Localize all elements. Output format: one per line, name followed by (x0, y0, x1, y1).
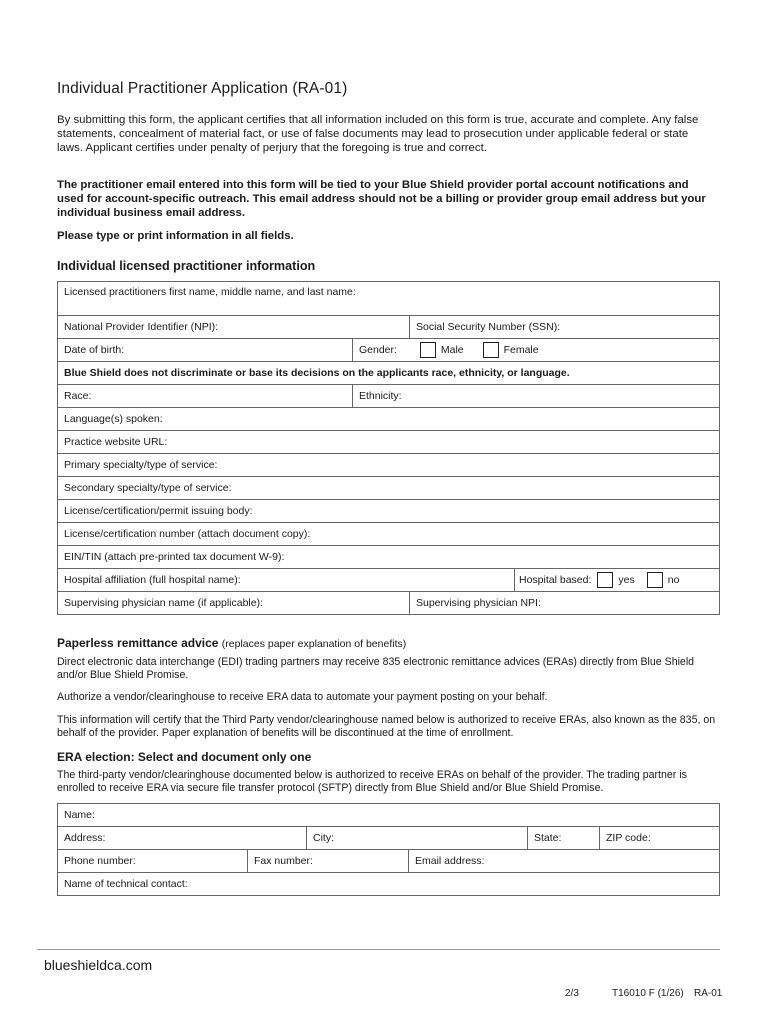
website-label: Practice website URL: (64, 436, 168, 448)
secondary-specialty-label: Secondary specialty/type of service: (64, 482, 232, 494)
certification-paragraph: By submitting this form, the applicant certifies that all information included on this form is true, accurate and complete. Any false statements, concealment of material fact, or use of false documents may lead to prosecution under applicable federal or state laws. Applicant certifies under penalty of perjury that the foregoing is true and correct. (57, 114, 699, 154)
vendor-address-field[interactable] (58, 827, 307, 850)
remittance-heading (57, 636, 406, 650)
vendor-fax-label: Fax number: (254, 855, 313, 867)
ethnicity-field[interactable] (353, 385, 720, 408)
page-title: Individual Practitioner Application (RA-01) (57, 80, 348, 97)
ssn-field[interactable] (410, 316, 720, 339)
footer-url: blueshieldca.com (44, 957, 153, 973)
languages-label: Language(s) spoken: (64, 413, 163, 425)
authorize-paragraph: Authorize a vendor/clearinghouse to receive ERA data to automate your payment posting on your behalf. (57, 691, 548, 703)
license-body-field[interactable] (58, 500, 720, 523)
supervising-npi-field[interactable] (410, 592, 720, 615)
vendor-address-label: Address: (64, 832, 106, 844)
vendor-phone-label: Phone number: (64, 855, 136, 867)
male-label: Male (440, 343, 464, 356)
vendor-name-label: Name: (64, 809, 95, 821)
vendor-name-field[interactable] (58, 804, 720, 827)
vendor-email-field[interactable] (409, 850, 720, 873)
dob-field[interactable] (58, 339, 353, 362)
license-number-label: License/certification number (attach document copy): (64, 528, 311, 540)
primary-specialty-field[interactable] (58, 454, 720, 477)
supervising-name-field[interactable] (58, 592, 410, 615)
vendor-city-label: City: (313, 832, 334, 844)
hospital-affiliation-field[interactable] (58, 569, 515, 592)
vendor-zip-label: ZIP code: (606, 832, 651, 844)
technical-contact-label: Name of technical contact: (64, 878, 188, 890)
practitioner-section-heading: Individual licensed practitioner information (57, 259, 316, 273)
form-id: RA-01 (694, 988, 723, 999)
email-notice-paragraph: The practitioner email entered into this form will be tied to your Blue Shield provider portal account notifications and used for account-specific outreach. This email address should not be a billing or provider group email address but your individual business email address. (57, 179, 706, 219)
hospital-yes-checkbox[interactable] (597, 572, 613, 588)
vendor-state-label: State: (534, 832, 562, 844)
license-body-label: License/certification/permit issuing body: (64, 505, 253, 517)
ein-label: EIN/TIN (attach pre-printed tax document W-9): (64, 551, 285, 563)
practitioner-name-field[interactable] (58, 282, 720, 316)
npi-label: National Provider Identifier (NPI): (64, 321, 219, 333)
vendor-info-table (57, 803, 720, 896)
race-field[interactable] (58, 385, 353, 408)
vendor-email-label: Email address: (415, 855, 485, 867)
female-label: Female (503, 343, 539, 356)
remittance-heading-note: (replaces paper explanation of benefits) (221, 638, 407, 650)
form-code: T16010 F (1/26) (612, 988, 684, 999)
practitioner-info-table (57, 281, 720, 615)
license-number-field[interactable] (58, 523, 720, 546)
secondary-specialty-field[interactable] (58, 477, 720, 500)
gender-label: Gender: (359, 343, 397, 356)
hospital-affiliation-label: Hospital affiliation (full hospital name): (64, 574, 241, 586)
supervising-name-label: Supervising physician name (if applicable): (64, 597, 264, 609)
dob-label: Date of birth: (64, 344, 125, 356)
type-print-instruction: Please type or print information in all fields. (57, 230, 294, 242)
hospital-based-label: Hospital based: (519, 573, 592, 586)
website-field[interactable] (58, 431, 720, 454)
hospital-yes-label: yes (618, 573, 635, 586)
era-election-paragraph: The third-party vendor/clearinghouse documented below is authorized to receive ERAs on behalf of the provider. The trading partner is enrolled to receive ERA via secure file transfer protocol (SFTP) directly from Blue Shield and/or Blue Shield Promise. (57, 769, 687, 794)
hospital-no-label: no (667, 573, 680, 586)
page-number: 2/3 (565, 988, 579, 999)
gender-field (353, 339, 720, 362)
supervising-npi-label: Supervising physician NPI: (416, 597, 541, 609)
vendor-state-field[interactable] (528, 827, 600, 850)
technical-contact-field[interactable] (58, 873, 720, 896)
footer-divider (37, 949, 720, 950)
vendor-phone-field[interactable] (58, 850, 248, 873)
race-label: Race: (64, 390, 92, 402)
edi-paragraph: Direct electronic data interchange (EDI) trading partners may receive 835 electronic remittance advices (ERAs) directly from Blue Shield and/or Blue Shield Promise. (57, 656, 695, 681)
certify-vendor-paragraph: This information will certify that the Third Party vendor/clearinghouse named below is authorized to receive ERAs, also known as the 835, on behalf of the provider. Paper explanation of benefits will be discontinued at the time of enrollment. (57, 714, 716, 739)
era-election-heading: ERA election: Select and document only one (57, 750, 312, 764)
ethnicity-label: Ethnicity: (359, 390, 402, 402)
npi-field[interactable] (58, 316, 410, 339)
remittance-heading-text: Paperless remittance advice (57, 636, 219, 650)
vendor-zip-field[interactable] (600, 827, 720, 850)
practitioner-name-label: Licensed practitioners first name, middle name, and last name: (64, 286, 356, 298)
male-checkbox[interactable] (420, 342, 436, 358)
hospital-no-checkbox[interactable] (647, 572, 663, 588)
languages-field[interactable] (58, 408, 720, 431)
vendor-city-field[interactable] (307, 827, 528, 850)
nondiscrimination-notice: Blue Shield does not discriminate or base its decisions on the applicants race, ethnicity, or language. (58, 362, 720, 385)
ssn-label: Social Security Number (SSN): (416, 321, 561, 333)
primary-specialty-label: Primary specialty/type of service: (64, 459, 218, 471)
ein-field[interactable] (58, 546, 720, 569)
hospital-based-field (515, 569, 720, 592)
vendor-fax-field[interactable] (248, 850, 409, 873)
female-checkbox[interactable] (483, 342, 499, 358)
